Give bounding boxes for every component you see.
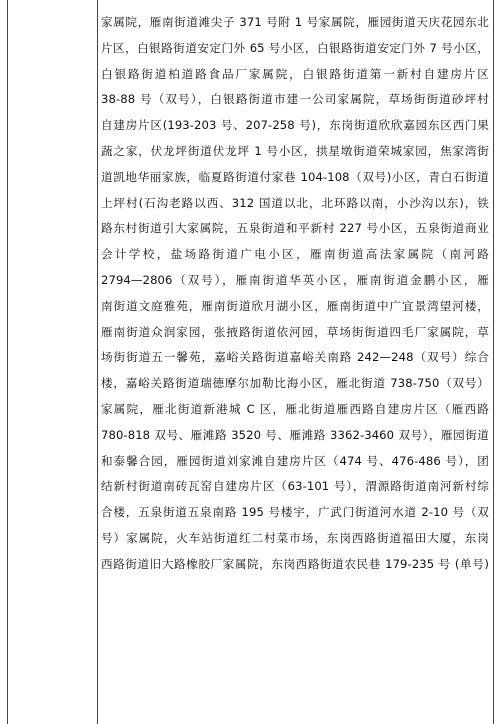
left-column-cell bbox=[8, 0, 97, 724]
text-line: 2794—2806（双号），雁南街道华英小区，雁南街道金鹏小区，雁 bbox=[101, 272, 489, 287]
text-line: 路东村街道引大家属院，五泉街道和平新村 227 号小区，五泉街道商业 bbox=[101, 221, 489, 236]
text-line: 和泰馨合园，雁园街道刘家滩自建房片区（474 号、476-486 号），团 bbox=[101, 453, 489, 468]
text-line: 会计学校，盐场路街道广电小区，雁南街道高法家属院（南河路 bbox=[101, 247, 489, 262]
text-line: 号）家属院，火车站街道红二村菜市场，东岗西路街道福田大厦，东岗 bbox=[101, 530, 489, 545]
text-line: 楼，嘉峪关路街道瑞德摩尔加勒比海小区，雁北街道 738-750（双号） bbox=[101, 376, 489, 391]
text-line: 雁南街道众润家园，张掖路街道依河园，草场街街道四毛厂家属院，草 bbox=[101, 324, 489, 339]
text-line: 片区，白银路街道安定门外 65 号小区，白银路街道安定门外 7 号小区， bbox=[101, 40, 489, 55]
text-line: 家属院，雁南街道滩尖子 371 号附 1 号家属院，雁园街道天庆花园东北 bbox=[101, 15, 489, 29]
text-line: 场街街道五一馨苑，嘉峪关路街道嘉峪关南路 242—248（双号）综合 bbox=[101, 350, 489, 365]
text-line: 白银路街道柏道路食品厂家属院，白银路街道第一新村自建房片区 bbox=[101, 66, 489, 81]
content-cell bbox=[101, 10, 489, 578]
text-line: 780-818 双号、雁滩路 3520 号、雁滩路 3362-3460 双号），雁园街道 bbox=[101, 427, 489, 442]
text-line: 蔬之家，伏龙坪街道伏龙坪 1 号小区，拱星墩街道荣城家园，焦家湾街 bbox=[101, 143, 489, 158]
text-line: 38-88 号（双号），白银路街道市建一公司家属院，草场街街道砂坪村 bbox=[101, 92, 489, 107]
text-line: 家属院，雁北街道新港城 C 区，雁北街道雁西路自建房片区（雁西路 bbox=[101, 401, 489, 416]
text-line: 合楼，五泉街道五泉南路 195 号楼宇，广武门街道河水道 2-10 号（双 bbox=[101, 505, 489, 520]
column-divider bbox=[97, 0, 98, 724]
text-line: 自建房片区(193-203 号、207-258 号)，东岗街道欣欣嘉园东区西门果 bbox=[101, 118, 489, 133]
text-line: 南街道文庭雅苑，雁南街道欣月湖小区，雁南街道中广宜景湾望河楼， bbox=[101, 298, 489, 313]
text-line: 结新村街道南砖瓦窑自建房片区（63-101 号），渭源路街道南河新村综 bbox=[101, 479, 489, 494]
text-line: 道凯地华丽家族，临夏路街道付家巷 104-108（双号)小区，青白石街道 bbox=[101, 169, 489, 184]
text-line: 西路街道旧大路橡胶厂家属院，东岗西路街道农民巷 179-235 号 (单号) bbox=[101, 556, 489, 571]
text-line: 上坪村(石沟老路以西、312 国道以北，北环路以南，小沙沟以东)，铁 bbox=[101, 195, 489, 210]
